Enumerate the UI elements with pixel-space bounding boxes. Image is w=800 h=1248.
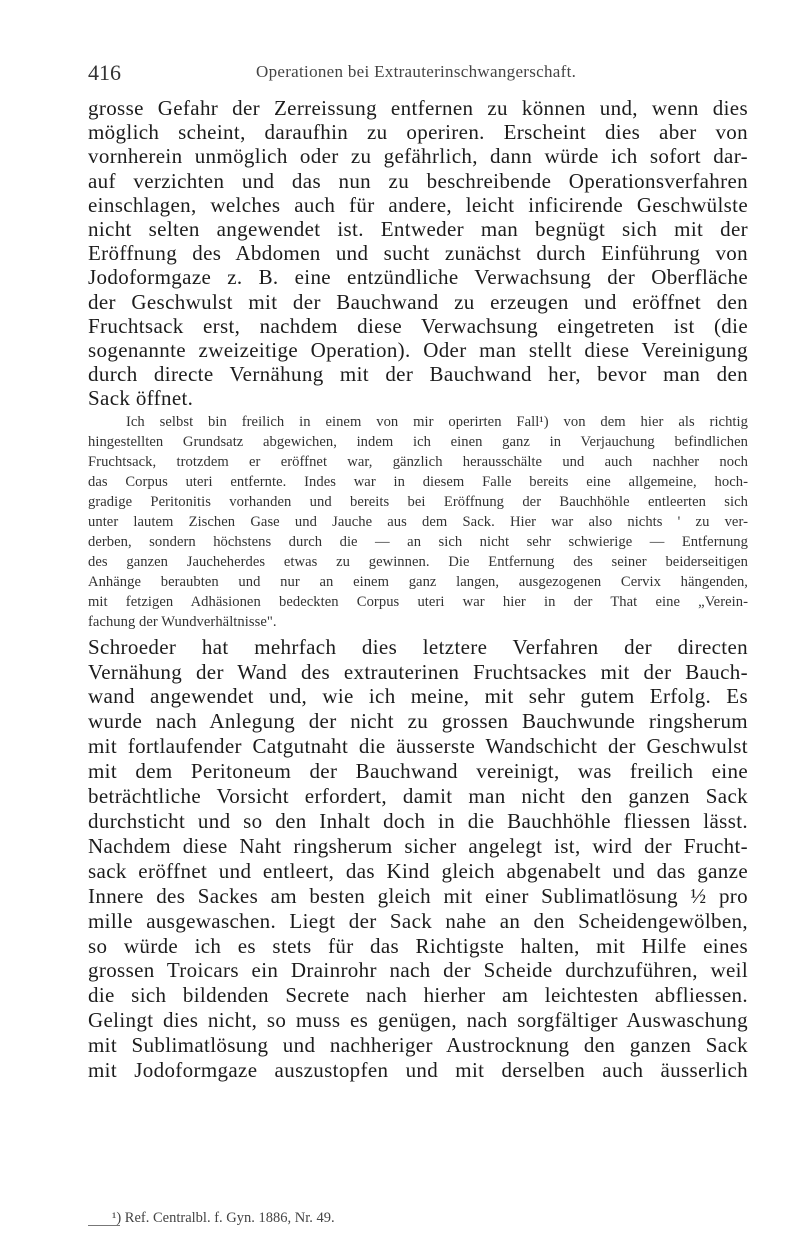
small-text-line: hingestellten Grundsatz abgewichen, indem ich einen ganz in Verjauchung befindlichen (88, 433, 748, 450)
footnote: ¹) Ref. Centralbl. f. Gyn. 1886, Nr. 49. (112, 1210, 335, 1226)
small-text-line: Ich selbst bin freilich in einem von mir operirten Fall¹) von dem hier als richtig (126, 413, 748, 430)
paragraph-2 (88, 635, 748, 1083)
small-text-line: mit fetzigen Adhäsionen bedeckten Corpus uteri war hier in der That eine „Verein- (88, 593, 748, 610)
text-line: grosse Gefahr der Zerreissung entfernen zu können und, wenn dies (88, 96, 748, 120)
page-header (88, 58, 748, 88)
text-line: der Geschwulst mit der Bauchwand zu erzeugen und eröffnet den (88, 289, 748, 314)
small-text-line: das Corpus uteri entfernte. Indes war in diesem Falle bereits eine allgemeine, hoch- (88, 473, 748, 490)
page-number: 416 (88, 60, 121, 85)
running-title: Operationen bei Extrauterinschwangerschaft. (256, 62, 577, 81)
text-line: Innere des Sackes am besten gleich mit einer Sublimatlösung ½ pro (88, 883, 748, 908)
text-line: Vernähung der Wand des extrauterinen Fruchtsackes mit der Bauch- (88, 659, 748, 684)
text-line: Schroeder hat mehrfach dies letztere Verfahren der directen (88, 634, 748, 659)
small-text-line: fachung der Wundverhältnisse". (88, 613, 277, 630)
text-line: beträchtliche Vorsicht erfordert, damit man nicht den ganzen Sack (88, 784, 748, 809)
text-line: vornherein unmöglich oder zu gefährlich, dann würde ich sofort dar- (88, 144, 748, 169)
text-line: mit dem Peritoneum der Bauchwand vereinigt, was freilich eine (88, 759, 748, 784)
text-line: nicht selten angewendet ist. Entweder man begnügt sich mit der (88, 217, 748, 242)
text-line: die sich bildenden Secrete nach hierher am leichtesten abfliessen. (88, 983, 748, 1008)
small-text-line: des ganzen Jaucheherdes etwas zu gewinnen. Die Entfernung des seiner beiderseitigen (88, 553, 748, 570)
text-line: mit Sublimatlösung und nachheriger Austrocknung den ganzen Sack (88, 1033, 748, 1058)
text-line: sogenannte zweizeitige Operation). Oder man stellt diese Vereinigung (88, 338, 748, 363)
text-line: auf verzichten und das nun zu beschreibende Operationsverfahren (88, 168, 748, 193)
text-line: grossen Troicars ein Drainrohr nach der Scheide durchzuführen, weil (88, 958, 748, 983)
text-line: Sack öffnet. (88, 386, 194, 411)
text-line: Fruchtsack erst, nachdem diese Verwachsung eingetreten ist (die (88, 313, 748, 338)
small-text-line: Anhänge beraubten und nur an einem ganz langen, ausgezogenen Cervix hängenden, (88, 573, 748, 590)
text-line: mit Jodoformgaze auszustopfen und mit derselben auch äusserlich (88, 1058, 748, 1083)
text-line: möglich scheint, daraufhin zu operiren. Erscheint dies aber von (88, 120, 748, 145)
text-line: mit fortlaufender Catgutnaht die äusserste Wandschicht der Geschwulst (88, 734, 748, 759)
text-line: durchsticht und so den Inhalt doch in die Bauchhöhle fliessen lässt. (88, 808, 748, 833)
body-text (88, 96, 748, 1083)
text-line: einschlagen, welches auch für andere, leicht inficirende Geschwülste (88, 192, 748, 217)
text-line: wand angewendet und, wie ich meine, mit sehr gutem Erfolg. Es (88, 684, 748, 709)
text-line: Gelingt dies nicht, so muss es genügen, nach sorgfältiger Auswaschung (88, 1008, 748, 1033)
text-line: durch directe Vernähung mit der Bauchwand her, bevor man den (88, 362, 748, 387)
text-line: mille ausgewaschen. Liegt der Sack nahe an den Scheidengewölben, (88, 908, 748, 933)
paragraph-1 (88, 96, 748, 411)
text-line: wurde nach Anlegung der nicht zu grossen Bauchwunde ringsherum (88, 709, 748, 734)
text-line: Jodoformgaze z. B. eine entzündliche Verwachsung der Oberfläche (88, 265, 748, 290)
text-line: so würde ich es stets für das Richtigste halten, mit Hilfe eines (88, 933, 748, 958)
small-print-paragraph (88, 412, 748, 632)
text-line: Eröffnung des Abdomen und sucht zunächst durch Einführung von (88, 241, 748, 266)
text-line: Nachdem diese Naht ringsherum sicher angelegt ist, wird der Frucht- (88, 833, 748, 858)
small-text-line: gradige Peritonitis vorhanden und bereits bei Eröffnung der Bauchhöhle entleerten sich (88, 493, 748, 510)
small-text-line: derben, sondern höchstens durch die — an sich nicht sehr schwierige — Entfernung (88, 533, 748, 550)
small-text-line: unter lautem Zischen Gase und Jauche aus dem Sack. Hier war also nichts ' zu ver- (88, 513, 748, 530)
small-text-line: Fruchtsack, trotzdem er eröffnet war, gänzlich herausschälte und auch nachher noch (88, 453, 748, 470)
text-line: sack eröffnet und entleert, das Kind gleich abgenabelt und das ganze (88, 858, 748, 883)
